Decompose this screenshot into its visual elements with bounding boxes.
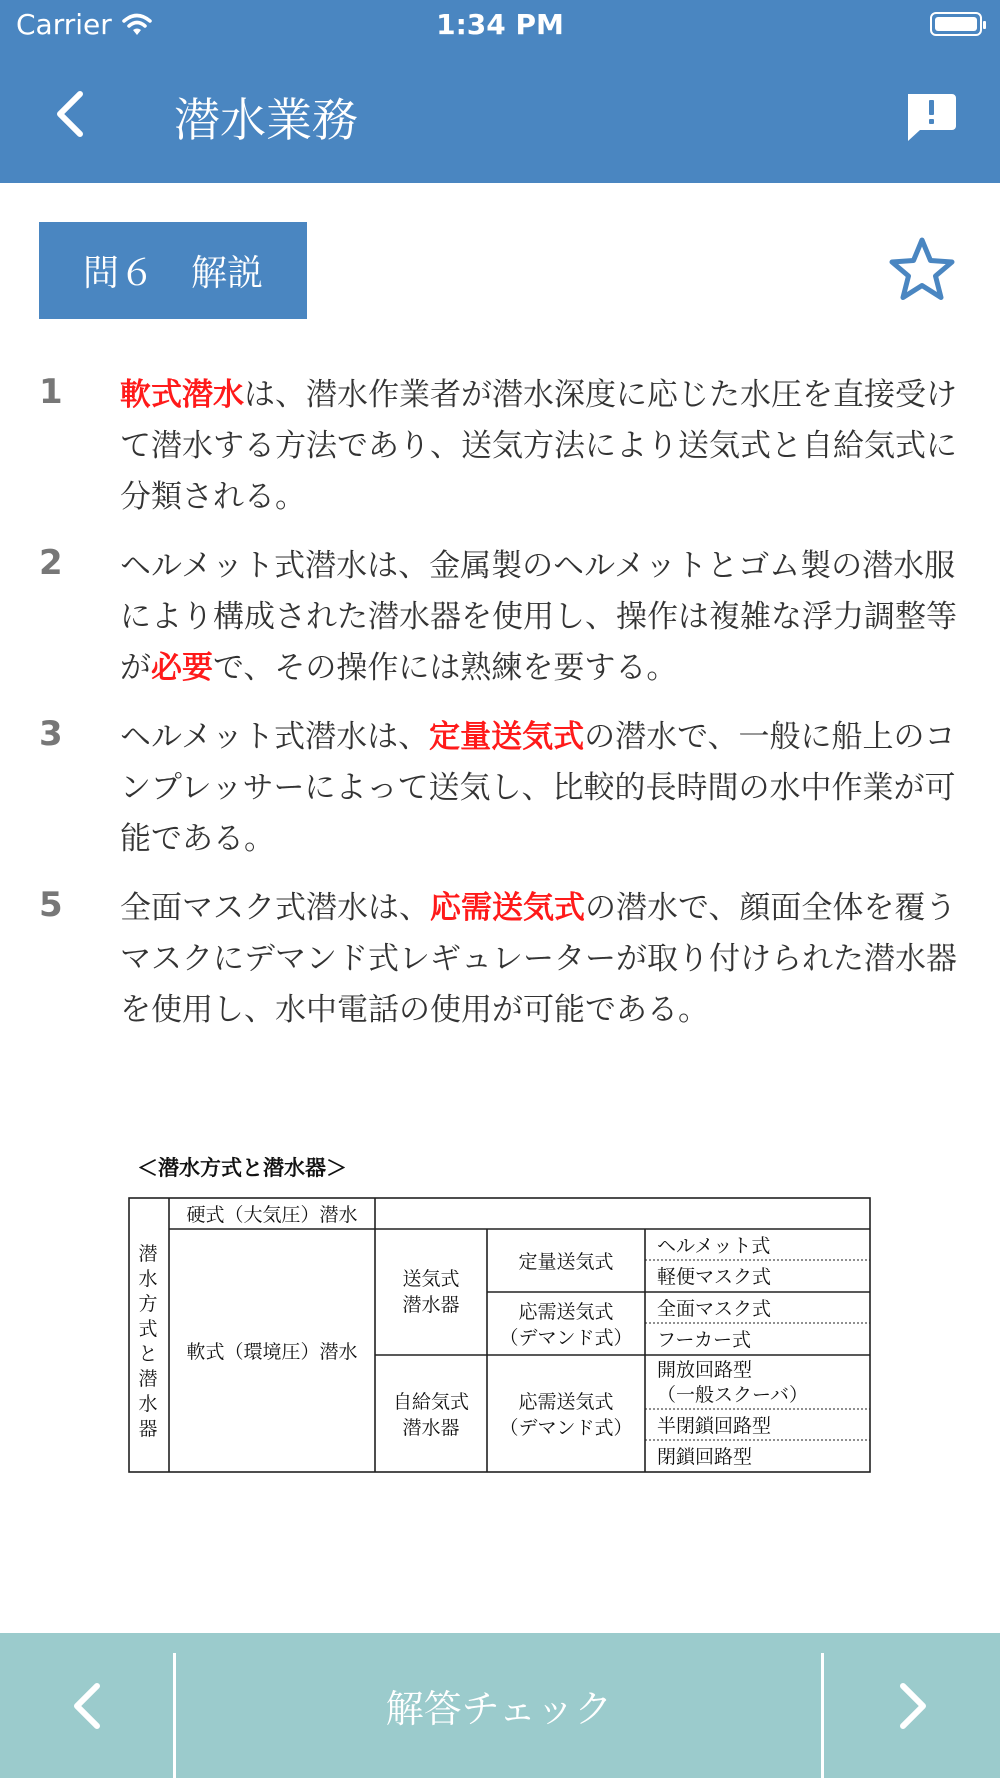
chevron-right-icon xyxy=(893,1680,933,1732)
soft-diving-label: 軟式（環境圧）潜水 xyxy=(186,1341,358,1363)
battery-icon xyxy=(930,12,982,36)
bottom-toolbar xyxy=(0,1633,1000,1778)
item-text-before: 全面マスク式潜水は、 xyxy=(120,890,430,926)
report-icon xyxy=(900,86,960,146)
item-text-after: の潜水で、顔面全体を覆うマスクにデマンド式レギュレーターが取り付けられた潜水器を使用し、水中電話の使用が可能である。 xyxy=(120,890,957,1028)
hooker-label: フーカー式 xyxy=(657,1329,752,1351)
item-number: 5 xyxy=(39,885,63,925)
status-time: 1:34 PM xyxy=(436,8,564,41)
item-text xyxy=(120,541,965,694)
figure-title: ＜潜水方式と潜水器＞ xyxy=(137,1156,347,1180)
demand2-line2: （デマンド式） xyxy=(499,1417,633,1439)
item-text-before: ヘルメット式潜水は、 xyxy=(120,719,430,755)
list-item xyxy=(0,370,1000,523)
side-label-vertical: 潜水方式と潜水器 xyxy=(138,1243,160,1440)
item-text-after: の潜水で、一般に船上のコンプレッサーによって送気し、比較的長時間の水中作業が可能である。 xyxy=(120,719,956,857)
previous-button[interactable] xyxy=(0,1633,173,1778)
divider xyxy=(173,1653,176,1778)
diving-method-figure xyxy=(127,1148,872,1480)
full-mask-label: 全面マスク式 xyxy=(657,1298,772,1320)
demand1-line2: （デマンド式） xyxy=(499,1327,633,1349)
answer-check-button[interactable]: 解答チェック xyxy=(385,1687,613,1731)
explanation-list xyxy=(0,370,1000,1054)
demand2-line1: 応需送気式 xyxy=(518,1391,614,1413)
closed-label: 閉鎖回路型 xyxy=(657,1446,753,1468)
hard-diving-label: 硬式（大気圧）潜水 xyxy=(186,1204,358,1226)
highlight-text: 必要 xyxy=(151,650,213,686)
item-text-after: で、その操作には熟練を要する。 xyxy=(213,650,678,686)
bookmark-button[interactable] xyxy=(886,234,958,306)
divider xyxy=(821,1653,824,1778)
next-button[interactable] xyxy=(826,1633,1000,1778)
helmet-label: ヘルメット式 xyxy=(657,1235,771,1257)
item-number: 1 xyxy=(39,372,63,412)
list-item xyxy=(0,541,1000,694)
item-text-before: ヘルメット式潜水は、金属製のヘルメットとゴム製の潜水服により構成された潜水器を使用し、操作は複雑な浮力調整等が xyxy=(120,548,957,686)
star-icon xyxy=(886,234,958,306)
list-item xyxy=(0,883,1000,1036)
highlight-text: 応需送気式 xyxy=(430,890,585,926)
back-button[interactable] xyxy=(38,78,102,150)
semi-closed-label: 半閉鎖回路型 xyxy=(657,1415,772,1437)
demand1-line1: 応需送気式 xyxy=(518,1301,614,1323)
open-circuit-line1: 開放回路型 xyxy=(657,1359,753,1381)
item-number: 2 xyxy=(39,543,63,583)
item-text xyxy=(120,883,965,1036)
highlight-text: 定量送気式 xyxy=(429,719,585,755)
self-line1: 自給気式 xyxy=(392,1391,470,1413)
report-button[interactable] xyxy=(900,86,960,146)
chevron-left-icon xyxy=(67,1680,107,1732)
supply-line1: 送気式 xyxy=(402,1268,460,1290)
page-title: 潜水業務 xyxy=(174,93,358,147)
question-label: 問６ 解説 xyxy=(39,222,307,319)
item-text xyxy=(120,370,965,523)
constant-supply-label: 定量送気式 xyxy=(518,1251,614,1273)
item-number: 3 xyxy=(39,714,63,754)
supply-line2: 潜水器 xyxy=(402,1294,460,1316)
navigation-bar xyxy=(0,0,1000,183)
light-mask-label: 軽便マスク式 xyxy=(657,1266,772,1288)
highlight-text: 軟式潜水 xyxy=(120,377,244,413)
item-text-rest: は、潜水作業者が潜水深度に応じた水圧を直接受けて潜水する方法であり、送気方法により送気式と自給気式に分類される。 xyxy=(120,377,957,515)
item-text xyxy=(120,712,965,865)
list-item xyxy=(0,712,1000,865)
open-circuit-line2: （一般スクーバ） xyxy=(657,1384,809,1406)
carrier-label: Carrier xyxy=(16,8,112,41)
self-line2: 潜水器 xyxy=(402,1417,460,1439)
chevron-left-icon xyxy=(50,88,90,140)
